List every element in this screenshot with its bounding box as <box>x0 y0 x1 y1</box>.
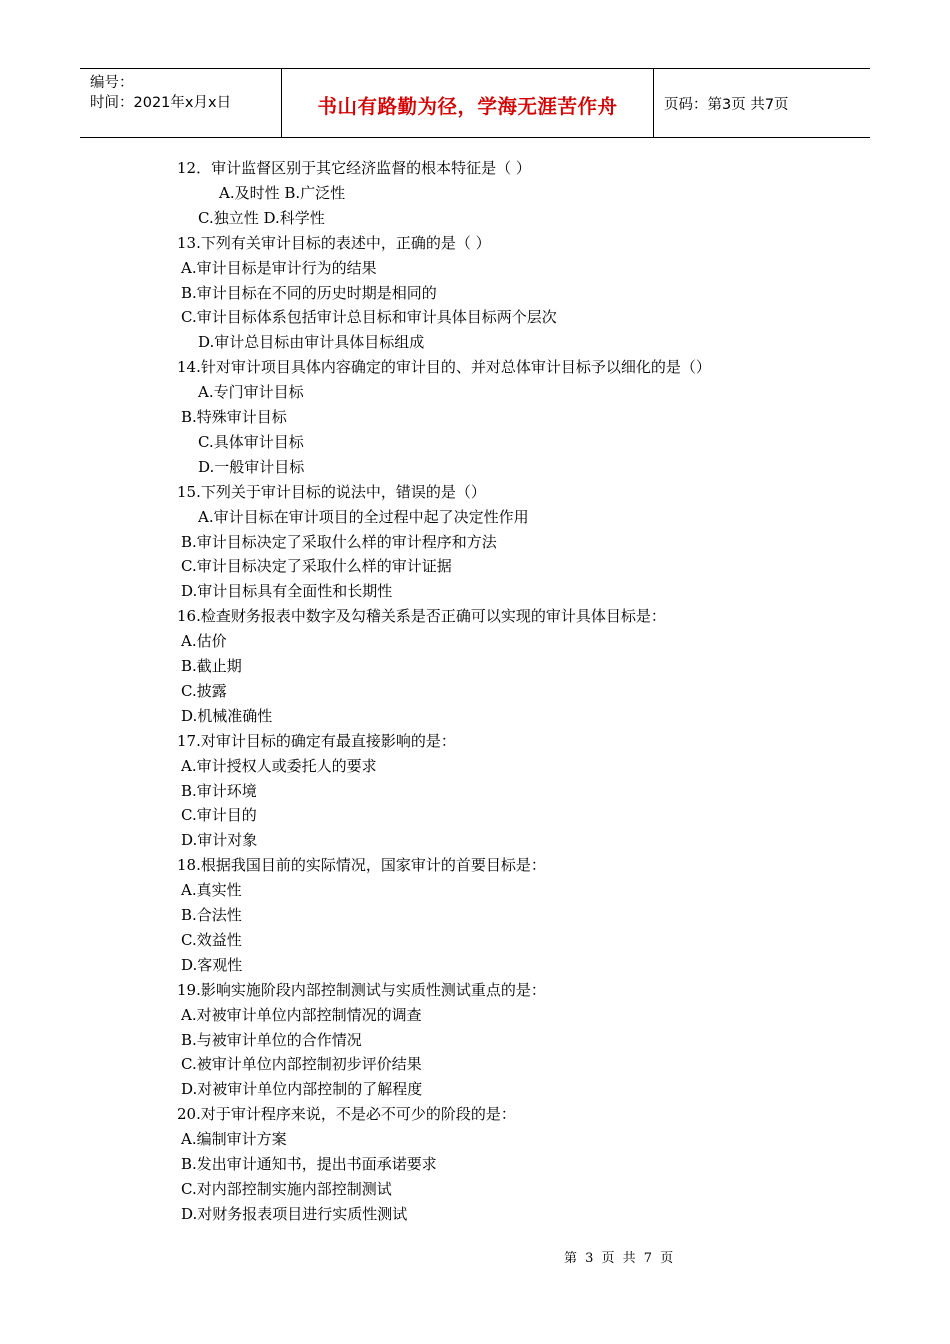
text-line: A.审计目标是审计行为的结果 <box>181 258 377 277</box>
text-line: D.对财务报表项目进行实质性测试 <box>181 1204 408 1223</box>
text-line: 17.对审计目标的确定有最直接影响的是： <box>177 731 456 750</box>
text-line: C.披露 <box>181 681 227 700</box>
text-line: B.截止期 <box>181 657 242 675</box>
text-line: B.审计目标决定了采取什么样的审计程序和方法 <box>181 532 497 551</box>
text-line: 20.对于审计程序来说，不是必不可少的阶段的是： <box>177 1105 516 1124</box>
text-line: D.对被审计单位内部控制的了解程度 <box>181 1080 423 1099</box>
text-line: A.及时性 B.广泛性 <box>219 183 346 202</box>
text-line: D.审计目标具有全面性和长期性 <box>181 582 393 601</box>
header-page-label: 页码：第3页 共7页 <box>664 96 789 113</box>
text-line: 12．审计监督区别于其它经济监督的根本特征是（ ） <box>177 159 531 177</box>
text-line: C.审计目标决定了采取什么样的审计证据 <box>181 557 452 576</box>
text-line: D.审计对象 <box>181 831 258 850</box>
header-info <box>80 69 282 137</box>
text-line: D.机械准确性 <box>181 706 273 725</box>
text-line: D.一般审计目标 <box>198 457 305 476</box>
text-line: A.真实性 <box>181 881 242 900</box>
number-label: 编号： <box>90 75 134 91</box>
text-line: C.被审计单位内部控制初步评价结果 <box>181 1055 422 1074</box>
time-label: 时间：2021年x月x日 <box>90 95 232 111</box>
text-line: B.与被审计单位的合作情况 <box>181 1030 362 1049</box>
text-line: D.客观性 <box>181 955 243 974</box>
text-line: B.审计环境 <box>181 781 257 800</box>
text-line: B.合法性 <box>181 906 242 924</box>
footer-page-number: 第 3 页 共 7 页 <box>564 1251 674 1266</box>
text-line: A.专门审计目标 <box>198 383 304 402</box>
page-header <box>80 68 870 138</box>
text-line: A.审计目标在审计项目的全过程中起了决定性作用 <box>198 507 529 526</box>
text-line: 19.影响实施阶段内部控制测试与实质性测试重点的是： <box>177 980 546 999</box>
text-line: C.独立性 D.科学性 <box>198 208 325 227</box>
text-line: 18.根据我国目前的实际情况，国家审计的首要目标是： <box>177 856 546 875</box>
text-line: 16.检查财务报表中数字及勾稽关系是否正确可以实现的审计具体目标是： <box>177 607 666 626</box>
text-line: 15.下列关于审计目标的说法中，错误的是（） <box>177 482 486 501</box>
text-line: B.特殊审计目标 <box>181 408 287 426</box>
text-line: A.对被审计单位内部控制情况的调查 <box>181 1005 422 1024</box>
text-line: C.审计目标体系包括审计总目标和审计具体目标两个层次 <box>181 308 557 327</box>
text-line: A.审计授权人或委托人的要求 <box>181 756 377 775</box>
text-line: C.具体审计目标 <box>198 432 304 451</box>
header-motto: 书山有路勤为径，学海无涯苦作舟 <box>282 69 654 137</box>
text-line: 14.针对审计项目具体内容确定的审计目的、并对总体审计目标予以细化的是（） <box>177 358 711 377</box>
text-line: A.估价 <box>181 632 227 651</box>
text-line: B.发出审计通知书，提出书面承诺要求 <box>181 1155 437 1173</box>
text-line: C.对内部控制实施内部控制测试 <box>181 1179 392 1198</box>
text-line: A.编制审计方案 <box>181 1130 287 1149</box>
text-line: C.审计目的 <box>181 806 257 825</box>
text-line: C.效益性 <box>181 930 242 949</box>
text-line: 13.下列有关审计目标的表述中，正确的是（ ） <box>177 233 491 252</box>
text-line: B.审计目标在不同的历史时期是相同的 <box>181 283 437 302</box>
text-line: D.审计总目标由审计具体目标组成 <box>198 333 425 352</box>
